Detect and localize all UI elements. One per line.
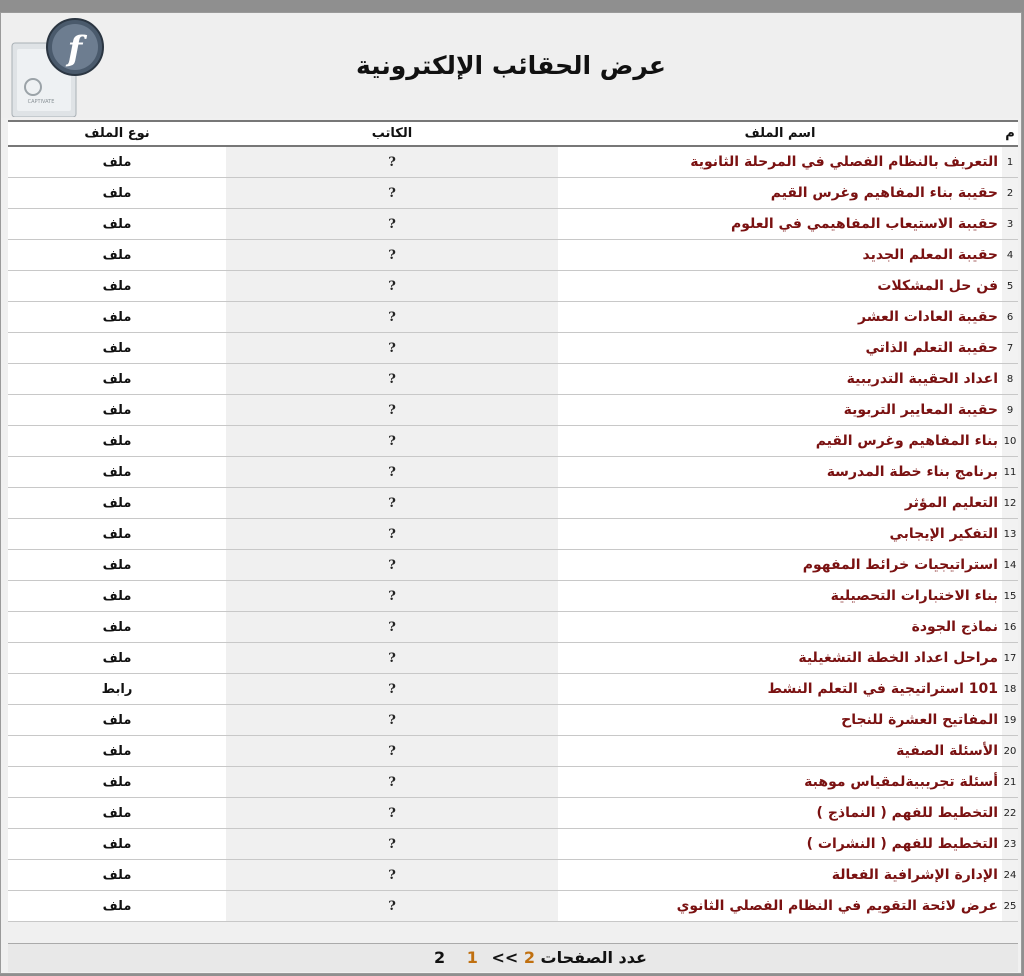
author-cell: ? xyxy=(226,302,558,333)
row-number: 25 xyxy=(1002,891,1018,922)
file-name-link[interactable]: استراتيجيات خرائط المفهوم xyxy=(558,550,1002,581)
table-row xyxy=(8,519,1018,550)
table-row xyxy=(8,146,1018,178)
row-number: 8 xyxy=(1002,364,1018,395)
row-number: 23 xyxy=(1002,829,1018,860)
title-bar xyxy=(1,13,1021,118)
file-type-cell: ملف xyxy=(8,736,226,767)
row-number: 12 xyxy=(1002,488,1018,519)
pages-label: عدد الصفحات xyxy=(540,948,647,967)
file-type-cell: ملف xyxy=(8,209,226,240)
row-number: 9 xyxy=(1002,395,1018,426)
file-type-cell: ملف xyxy=(8,643,226,674)
file-type-cell: ملف xyxy=(8,333,226,364)
author-cell: ? xyxy=(226,333,558,364)
table-row xyxy=(8,426,1018,457)
author-cell: ? xyxy=(226,612,558,643)
row-number: 20 xyxy=(1002,736,1018,767)
files-table-wrap xyxy=(8,120,1018,922)
row-number: 2 xyxy=(1002,178,1018,209)
pages-separator: >> xyxy=(491,948,519,967)
author-cell: ? xyxy=(226,736,558,767)
file-name-link[interactable]: 101 استراتيجية في التعلم النشط xyxy=(558,674,1002,705)
file-type-cell: ملف xyxy=(8,426,226,457)
file-name-link[interactable]: أسئلة تجريبيةلمقياس موهبة xyxy=(558,767,1002,798)
file-name-link[interactable]: عرض لائحة التقويم في النظام الفصلي الثانوي xyxy=(558,891,1002,922)
author-cell: ? xyxy=(226,829,558,860)
file-name-link[interactable]: التخطيط للفهم ( النماذج ) xyxy=(558,798,1002,829)
file-type-cell: ملف xyxy=(8,457,226,488)
author-cell: ? xyxy=(226,643,558,674)
author-cell: ? xyxy=(226,860,558,891)
author-cell: ? xyxy=(226,395,558,426)
table-row xyxy=(8,178,1018,209)
file-name-link[interactable]: فن حل المشكلات xyxy=(558,271,1002,302)
table-row xyxy=(8,705,1018,736)
file-name-link[interactable]: حقيبة المعلم الجديد xyxy=(558,240,1002,271)
table-row xyxy=(8,302,1018,333)
file-type-cell: ملف xyxy=(8,829,226,860)
author-cell: ? xyxy=(226,519,558,550)
table-row xyxy=(8,860,1018,891)
file-name-link[interactable]: نماذج الجودة xyxy=(558,612,1002,643)
author-cell: ? xyxy=(226,364,558,395)
row-number: 11 xyxy=(1002,457,1018,488)
row-number: 15 xyxy=(1002,581,1018,612)
pages-total: 2 xyxy=(523,948,535,967)
file-type-cell: ملف xyxy=(8,146,226,178)
header-author: الكاتب xyxy=(226,121,558,146)
header-type: نوع الملف xyxy=(8,121,226,146)
file-type-cell: ملف xyxy=(8,767,226,798)
table-row xyxy=(8,395,1018,426)
author-cell: ? xyxy=(226,271,558,302)
table-row xyxy=(8,457,1018,488)
table-row xyxy=(8,674,1018,705)
file-name-link[interactable]: حقيبة التعلم الذاتي xyxy=(558,333,1002,364)
row-number: 18 xyxy=(1002,674,1018,705)
header-num: م xyxy=(1002,121,1018,146)
row-number: 24 xyxy=(1002,860,1018,891)
file-name-link[interactable]: حقيبة العادات العشر xyxy=(558,302,1002,333)
author-cell: ? xyxy=(226,240,558,271)
pagination-bar xyxy=(8,943,1018,972)
author-cell: ? xyxy=(226,705,558,736)
author-cell: ? xyxy=(226,767,558,798)
row-number: 13 xyxy=(1002,519,1018,550)
file-name-link[interactable]: الإدارة الإشرافية الفعالة xyxy=(558,860,1002,891)
row-number: 3 xyxy=(1002,209,1018,240)
table-row xyxy=(8,550,1018,581)
author-cell: ? xyxy=(226,891,558,922)
author-cell: ? xyxy=(226,581,558,612)
file-name-link[interactable]: حقيبة المعايير التربوية xyxy=(558,395,1002,426)
row-number: 19 xyxy=(1002,705,1018,736)
header-name: اسم الملف xyxy=(558,121,1002,146)
file-type-cell: ملف xyxy=(8,488,226,519)
table-row xyxy=(8,643,1018,674)
file-type-cell: ملف xyxy=(8,798,226,829)
row-number: 16 xyxy=(1002,612,1018,643)
file-type-cell: رابط xyxy=(8,674,226,705)
row-number: 17 xyxy=(1002,643,1018,674)
logo-caption: CAPTIVATE xyxy=(27,99,55,105)
file-type-cell: ملف xyxy=(8,891,226,922)
file-type-cell: ملف xyxy=(8,860,226,891)
file-type-cell: ملف xyxy=(8,705,226,736)
file-type-cell: ملف xyxy=(8,395,226,426)
author-cell: ? xyxy=(226,488,558,519)
table-row xyxy=(8,271,1018,302)
author-cell: ? xyxy=(226,146,558,178)
file-type-cell: ملف xyxy=(8,550,226,581)
app-window xyxy=(0,12,1022,974)
row-number: 10 xyxy=(1002,426,1018,457)
author-cell: ? xyxy=(226,209,558,240)
table-header-row xyxy=(8,121,1018,146)
row-number: 1 xyxy=(1002,146,1018,178)
row-number: 21 xyxy=(1002,767,1018,798)
pagination xyxy=(426,948,647,967)
file-type-cell: ملف xyxy=(8,271,226,302)
file-name-link[interactable]: التخطيط للفهم ( النشرات ) xyxy=(558,829,1002,860)
file-type-cell: ملف xyxy=(8,612,226,643)
author-cell: ? xyxy=(226,426,558,457)
file-name-link[interactable]: اعداد الحقيبة التدريبية xyxy=(558,364,1002,395)
row-number: 22 xyxy=(1002,798,1018,829)
row-number: 4 xyxy=(1002,240,1018,271)
author-cell: ? xyxy=(226,674,558,705)
table-row xyxy=(8,333,1018,364)
author-cell: ? xyxy=(226,178,558,209)
table-row xyxy=(8,612,1018,643)
author-cell: ? xyxy=(226,457,558,488)
file-name-link[interactable]: برنامج بناء خطة المدرسة xyxy=(558,457,1002,488)
file-type-cell: ملف xyxy=(8,519,226,550)
file-type-cell: ملف xyxy=(8,364,226,395)
file-name-link[interactable]: الأسئلة الصفية xyxy=(558,736,1002,767)
file-name-link[interactable]: مراحل اعداد الخطة التشغيلية xyxy=(558,643,1002,674)
page-title: عرض الحقائب الإلكترونية xyxy=(355,51,667,80)
page-link-2[interactable]: 2 xyxy=(434,948,446,967)
table-row xyxy=(8,240,1018,271)
table-row xyxy=(8,891,1018,922)
file-name-link[interactable]: بناء الاختبارات التحصيلية xyxy=(558,581,1002,612)
file-name-link[interactable]: التعليم المؤثر xyxy=(558,488,1002,519)
author-cell: ? xyxy=(226,798,558,829)
file-type-cell: ملف xyxy=(8,581,226,612)
row-number: 5 xyxy=(1002,271,1018,302)
file-name-link[interactable]: بناء المفاهيم وغرس القيم xyxy=(558,426,1002,457)
table-row xyxy=(8,829,1018,860)
logo-letter: f xyxy=(67,29,83,69)
table-body xyxy=(8,146,1018,922)
table-row xyxy=(8,581,1018,612)
table-row xyxy=(8,736,1018,767)
row-number: 6 xyxy=(1002,302,1018,333)
file-type-cell: ملف xyxy=(8,302,226,333)
table-row xyxy=(8,767,1018,798)
row-number: 14 xyxy=(1002,550,1018,581)
author-cell: ? xyxy=(226,550,558,581)
file-name-link[interactable]: التفكير الإيجابي xyxy=(558,519,1002,550)
file-name-link[interactable]: حقيبة بناء المفاهيم وغرس القيم xyxy=(558,178,1002,209)
table-row xyxy=(8,488,1018,519)
table-row xyxy=(8,798,1018,829)
row-number: 7 xyxy=(1002,333,1018,364)
file-name-link[interactable]: المفاتيح العشرة للنجاح xyxy=(558,705,1002,736)
file-name-link[interactable]: التعريف بالنظام الفصلي في المرحلة الثانوية xyxy=(558,146,1002,178)
file-type-cell: ملف xyxy=(8,240,226,271)
file-type-cell: ملف xyxy=(8,178,226,209)
table-row xyxy=(8,209,1018,240)
table-row xyxy=(8,364,1018,395)
file-name-link[interactable]: حقيبة الاستيعاب المفاهيمي في العلوم xyxy=(558,209,1002,240)
files-table xyxy=(8,120,1018,922)
page-link-1[interactable]: 1 xyxy=(466,948,478,967)
